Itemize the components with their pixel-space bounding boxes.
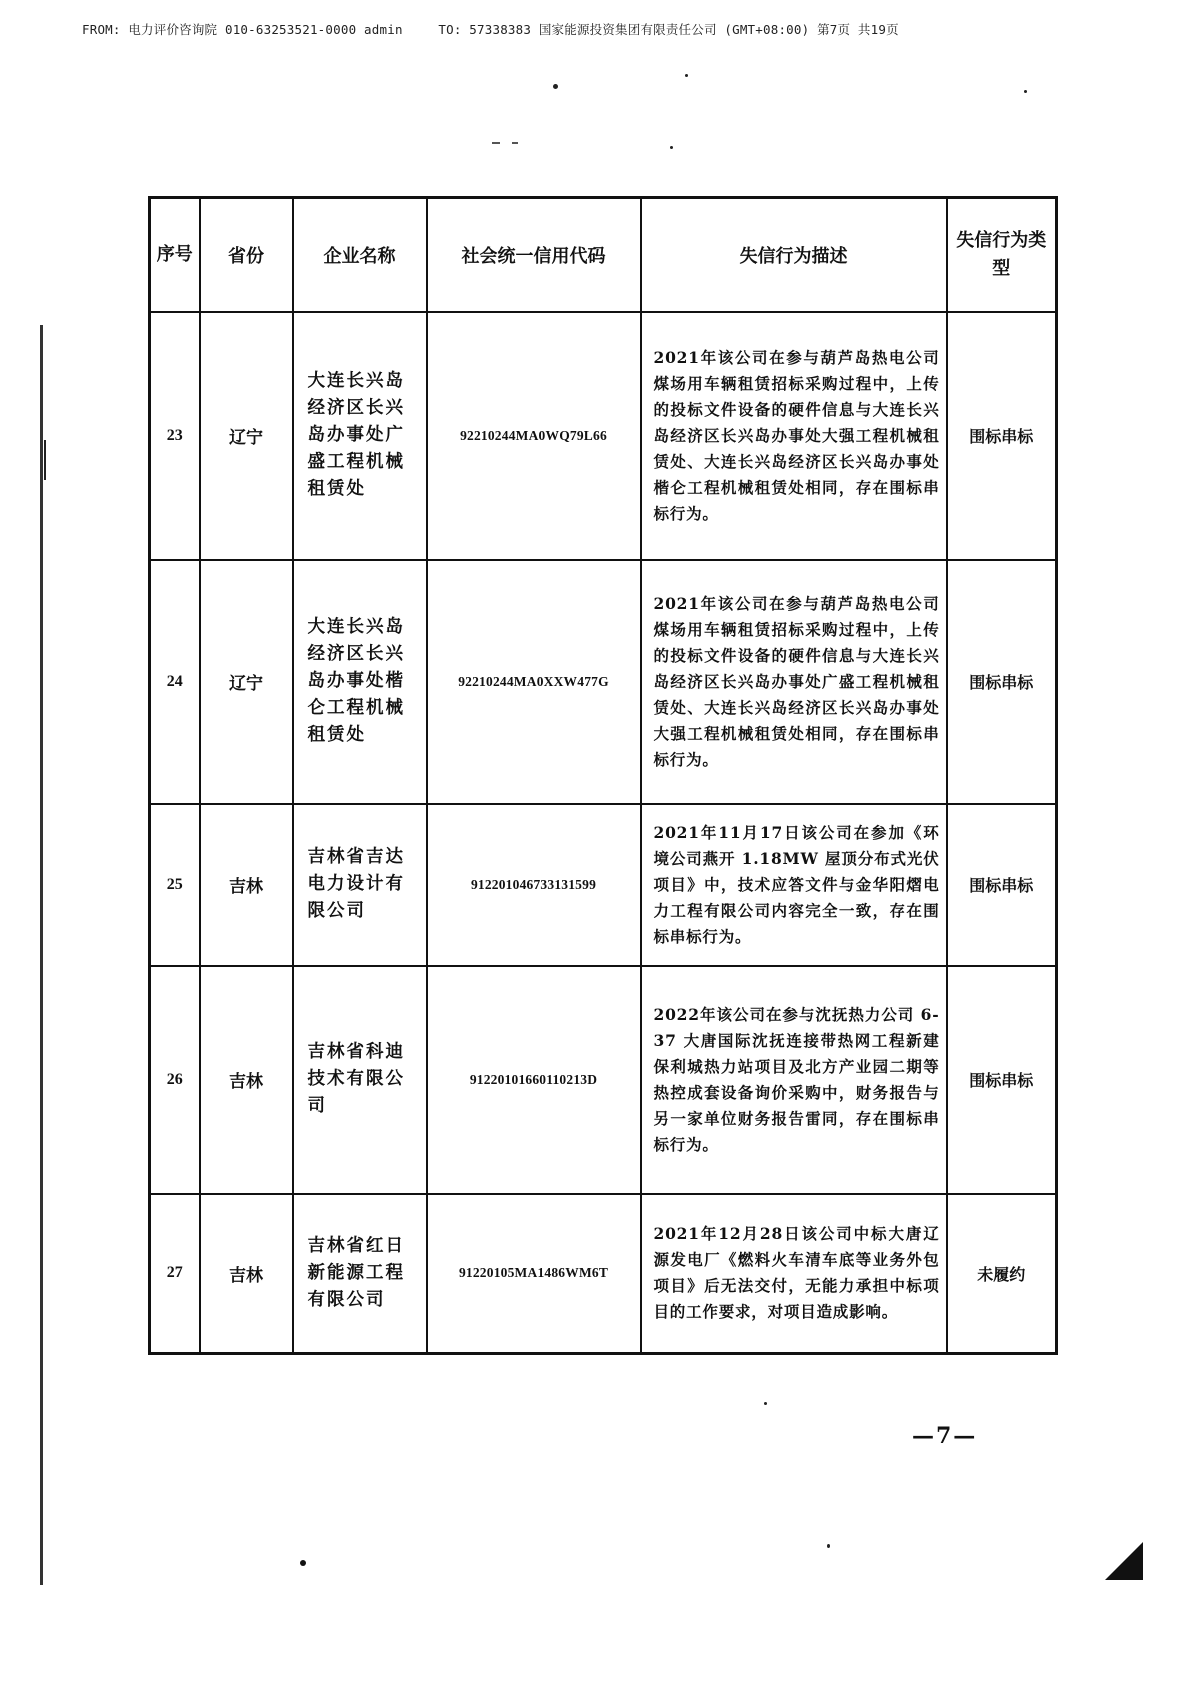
header-company: 企业名称 — [293, 198, 427, 312]
page-number: —7— — [912, 1423, 978, 1449]
row-seq: 27 — [150, 1194, 200, 1354]
corner-mark — [1105, 1542, 1143, 1580]
table-row — [150, 804, 1057, 966]
binding-edge-line — [40, 325, 43, 1585]
row-description: 2022年该公司在参与沈抚热力公司 6-37 大唐国际沈抚连接带热网工程新建保利城热力站项目及北方产业园二期等热控成套设备询价采购中，财务报告与另一家单位财务报告雷同，存在围标串标行为。 — [641, 966, 947, 1194]
row-type: 未履约 — [947, 1194, 1057, 1354]
row-province: 吉林 — [200, 1194, 293, 1354]
fax-to: TO: 57338383 国家能源投资集团有限责任公司 (GMT+08:00) 第7页 共19页 — [438, 22, 899, 37]
row-type: 围标串标 — [947, 966, 1057, 1194]
header-type: 失信行为类型 — [947, 198, 1057, 312]
row-province: 辽宁 — [200, 312, 293, 560]
row-credit-code: 91220105MA1486WM6T — [427, 1194, 641, 1354]
table-header-row — [150, 198, 1057, 312]
scan-speck — [553, 84, 558, 89]
row-description: 2021年12月28日该公司中标大唐辽源发电厂《燃料火车清车底等业务外包项目》后无法交付，无能力承担中标项目的工作要求，对项目造成影响。 — [641, 1194, 947, 1354]
row-credit-code: 91220104673313159​9 — [427, 804, 641, 966]
fax-header — [82, 20, 1122, 38]
table-row — [150, 966, 1057, 1194]
row-type: 围标串标 — [947, 312, 1057, 560]
scan-speck — [492, 142, 500, 144]
row-company: 吉林省科迪技术有限公司 — [293, 966, 427, 1194]
scan-speck — [512, 142, 518, 144]
fax-from: FROM: 电力评价咨询院 010-63253521-0000 admin — [82, 22, 403, 37]
row-province: 辽宁 — [200, 560, 293, 804]
dishonesty-table — [148, 196, 1058, 1355]
row-description: 2021年该公司在参与葫芦岛热电公司煤场用车辆租赁招标采购过程中，上传的投标文件设备的硬件信息与大连长兴岛经济区长兴岛办事处大强工程机械租赁处、大连长兴岛经济区长兴岛办事处楷仑工程机械租赁处相同，存在围标串标行为。 — [641, 312, 947, 560]
scan-speck — [670, 146, 673, 149]
header-description: 失信行为描述 — [641, 198, 947, 312]
row-company: 大连长兴岛经济区长兴岛办事处楷仑工程机械租赁处 — [293, 560, 427, 804]
row-province: 吉林 — [200, 966, 293, 1194]
header-credit-code: 社会统一信用代码 — [427, 198, 641, 312]
scan-speck — [827, 1544, 830, 1548]
binding-edge-mark — [44, 440, 46, 480]
row-company: 吉林省吉达电力设计有限公司 — [293, 804, 427, 966]
row-seq: 26 — [150, 966, 200, 1194]
table-row — [150, 1194, 1057, 1354]
row-company: 大连长兴岛经济区长兴岛办事处广盛工程机械租赁处 — [293, 312, 427, 560]
row-credit-code: 92210244MA0XXW477G — [427, 560, 641, 804]
scan-speck — [685, 74, 688, 77]
scan-speck — [1024, 90, 1027, 93]
table-row — [150, 312, 1057, 560]
row-seq: 25 — [150, 804, 200, 966]
row-type: 围标串标 — [947, 804, 1057, 966]
row-seq: 24 — [150, 560, 200, 804]
row-type: 围标串标 — [947, 560, 1057, 804]
scan-speck — [764, 1402, 767, 1405]
row-credit-code: 91220101660110213D — [427, 966, 641, 1194]
row-company: 吉林省红日新能源工程有限公司 — [293, 1194, 427, 1354]
row-description: 2021年11月17日该公司在参加《环境公司燕开 1.18MW 屋顶分布式光伏项目》中，技术应答文件与金华阳熠电力工程有限公司内容完全一致，存在围标串标行为。 — [641, 804, 947, 966]
header-province: 省份 — [200, 198, 293, 312]
table-row — [150, 560, 1057, 804]
row-credit-code: 92210244MA0WQ79L66 — [427, 312, 641, 560]
row-province: 吉林 — [200, 804, 293, 966]
row-description: 2021年该公司在参与葫芦岛热电公司煤场用车辆租赁招标采购过程中，上传的投标文件设备的硬件信息与大连长兴岛经济区长兴岛办事处广盛工程机械租赁处、大连长兴岛经济区长兴岛办事处大强工程机械租赁处相同，存在围标串标行为。 — [641, 560, 947, 804]
row-seq: 23 — [150, 312, 200, 560]
dishonesty-table-container — [148, 196, 1058, 1355]
scan-speck — [300, 1560, 306, 1566]
header-seq: 序号 — [150, 198, 200, 312]
